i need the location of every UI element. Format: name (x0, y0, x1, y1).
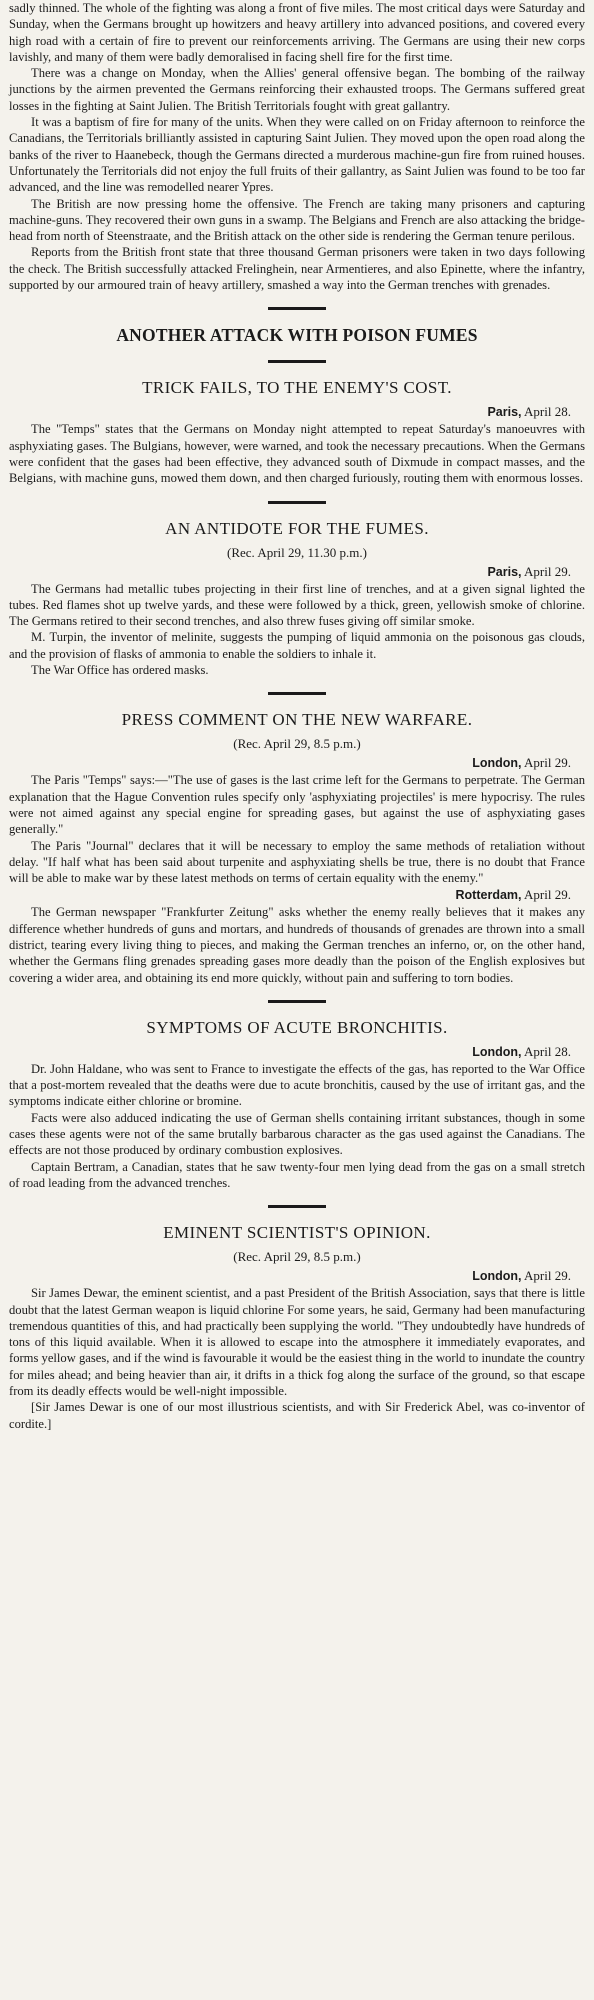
top-story-continuation (9, 0, 585, 293)
paragraph: The "Temps" states that the Germans on Monday night attempted to repeat Saturday's manoeuvres with asphyxiating gases. The Bulgians, however, were warned, and took the necessary precautions. When the Germans were confident that the gases had been effective, they advanced south of Dixmude in compact masses, and the Belgians, with machine guns, mowed them down, and then charged furiously, routing them with enormous losses. (9, 422, 585, 486)
article-title: EMINENT SCIENTIST'S OPINION. (163, 1223, 431, 1243)
dateline-place: London, (472, 1269, 522, 1284)
dateline-date: April 29. (524, 887, 571, 903)
dateline-date: April 28. (524, 404, 571, 420)
article-title: SYMPTOMS OF ACUTE BRONCHITIS. (146, 1017, 448, 1037)
dateline-place: Rotterdam, (455, 888, 522, 903)
paragraph: sadly thinned. The whole of the fighting was along a front of five miles. The most critical days were Saturday and Sunday, when the Germans brought up howitzers and heavy artillery into advanced positions, and covered every high road with a certain of fire to prevent our reinforcements arriving. The Germans are using their new corps lavishly, and many of them were badly demoralised in facing shell fire for the first time. (9, 1, 585, 64)
dateline (9, 1267, 585, 1285)
section-divider (268, 1205, 326, 1208)
dateline-date: April 29. (524, 563, 571, 579)
paragraph: The Paris "Journal" declares that it will be necessary to employ the same methods of retaliation without delay. "If half what has been said about turpenite and asphyxiating shells be true, there is no doubt that France will be able to make war by these latest methods on terms of certain equality with the enemy." (9, 838, 585, 886)
paragraph: The German newspaper "Frankfurter Zeitung" asks whether the enemy really believes that it makes any difference whether hundreds of guns and mortars, and hundreds of thousands of grenades are thrown into a small district, tearing every living thing to pieces, and making the German trenches an inferno, or, on the other hand, whether the Germans fling grenades spreading gases more deadly than the poison of the English explosives but covering a wider area, and obtaining its end more quickly, without pain and suffering to torn bodies. (9, 905, 585, 985)
section-divider (268, 692, 326, 695)
article-press-comment (9, 709, 585, 986)
dateline-date: April 29. (524, 1268, 571, 1284)
paragraph: The British are now pressing home the offensive. The French are taking many prisoners and capturing machine-guns. They recovered their own guns in a swamp. The Belgians and French are also attacking the bridge-head from north of Steenstraate, and the British attack on the other side is rendering the German tenure perilous. (9, 196, 585, 244)
dateline (9, 1043, 585, 1061)
article-title: AN ANTIDOTE FOR THE FUMES. (165, 518, 429, 538)
dateline-place: Paris, (487, 405, 522, 420)
article-title: TRICK FAILS, TO THE ENEMY'S COST. (142, 378, 452, 398)
paragraph: It was a baptism of fire for many of the units. When they were called on on Friday afternoon to reinforce the Canadians, the Territorials brilliantly assisted in capturing Saint Julien. They moved upon the open road along the banks of the river to Haanebeck, though the Germans directed a murderous machine-gun fire from ruined houses. Unfortunately the Territorials did not enjoy the full fruits of their gallantry, as Saint Julien was found to be too far advanced, and the line was remodelled nearer Ypres. (9, 115, 585, 195)
paragraph: Reports from the British front state that three thousand German prisoners were taken in two days following the check. The British successfully attacked Frelinghein, near Armentieres, and also Epinette, where the infantry, supported by our armoured train of heavy artillery, smashed a way into the German trenches with grenades. (9, 245, 585, 293)
paragraph: Facts were also adduced indicating the use of German shells containing irritant substances, though in some cases these agents were not of the same brutally barbarous character as the gas used against the Canadians. The effects are not those produced by ordinary combustion explosives. (9, 1110, 585, 1158)
article-scientist-opinion (9, 1222, 585, 1432)
article-trick-fails (9, 377, 585, 486)
paragraph: Dr. John Haldane, who was sent to France to investigate the effects of the gas, has reported to the War Office that a post-mortem revealed that the deaths were due to acute bronchitis, caused by the use of irritant gas, and the symptoms indicate either chlorine or bromine. (9, 1061, 585, 1109)
dateline (9, 754, 585, 772)
article-antidote (9, 518, 585, 679)
paragraph: M. Turpin, the inventor of melinite, suggests the pumping of liquid ammonia on the poisonous gas clouds, and the provision of flasks of ammonia to enable the soldiers to inhale it. (9, 630, 585, 661)
received-time: (Rec. April 29, 8.5 p.m.) (233, 1249, 361, 1265)
paragraph: The War Office has ordered masks. (31, 663, 209, 678)
paragraph: Captain Bertram, a Canadian, states that he saw twenty-four men lying dead from the gas on a small stretch of road leading from the advanced trenches. (9, 1159, 585, 1190)
article-symptoms (9, 1017, 585, 1191)
section-divider (268, 360, 326, 363)
article-title: PRESS COMMENT ON THE NEW WARFARE. (121, 710, 473, 730)
dateline-date: April 29. (524, 755, 571, 771)
paragraph: Sir James Dewar, the eminent scientist, and a past President of the British Association, says that there is little doubt that the latest German weapon is liquid chlorine For some years, he said, Germany had been manufacturing tremendous quantities of this, and had practically been supplying the world. "They undoubtedly have hundreds of tons of this liquid available. When it is allowed to escape into the atmosphere it immediately evaporates, and forms yellow gases, and if the wind is favourable it would be the easiest thing in the world to inundate the country for miles ahead; and being heavier than air, it drifts in a thick fog along the surface of the ground, so that escape from its deadly effects would be well-night impossible. (9, 1286, 585, 1399)
dateline (9, 886, 585, 904)
dateline-place: London, (472, 1044, 522, 1059)
paragraph: The Germans had metallic tubes projecting in their first line of trenches, and at a given signal lighted the tubes. Red flames shot up twelve yards, and these were followed by a thick, green, yellowish smoke of chlorine. The Germans retired to their second trenches, and also threw fuses giving off similar smoke. (9, 581, 585, 629)
section-divider (268, 1000, 326, 1003)
editor-note: [Sir James Dewar is one of our most illustrious scientists, and with Sir Frederick Abel, was co-inventor of cordite.] (9, 1400, 585, 1431)
dateline (9, 563, 585, 581)
main-headline: ANOTHER ATTACK WITH POISON FUMES (116, 325, 478, 346)
section-divider (268, 501, 326, 504)
received-time: (Rec. April 29, 8.5 p.m.) (233, 736, 361, 752)
paragraph: There was a change on Monday, when the Allies' general offensive began. The bombing of the railway junctions by the airmen prevented the Germans reinforcing their exhausted troops. The Germans suffered great losses in the fighting at Saint Julien. The British Territorials fought with great gallantry. (9, 66, 585, 113)
paragraph: The Paris "Temps" says:—"The use of gases is the last crime left for the Germans to perpetrate. The German explanation that the Hague Convention rules specify only 'asphyxiating projectiles' is mere hypocrisy. The rules were not aimed against any special engine for spreading gases, but against the use of asphyxiating gases generally." (9, 773, 585, 837)
dateline (9, 403, 585, 421)
dateline-date: April 28. (524, 1043, 571, 1059)
section-divider (268, 307, 326, 310)
dateline-place: London, (472, 756, 522, 771)
received-time: (Rec. April 29, 11.30 p.m.) (227, 544, 367, 560)
dateline-place: Paris, (487, 564, 522, 579)
